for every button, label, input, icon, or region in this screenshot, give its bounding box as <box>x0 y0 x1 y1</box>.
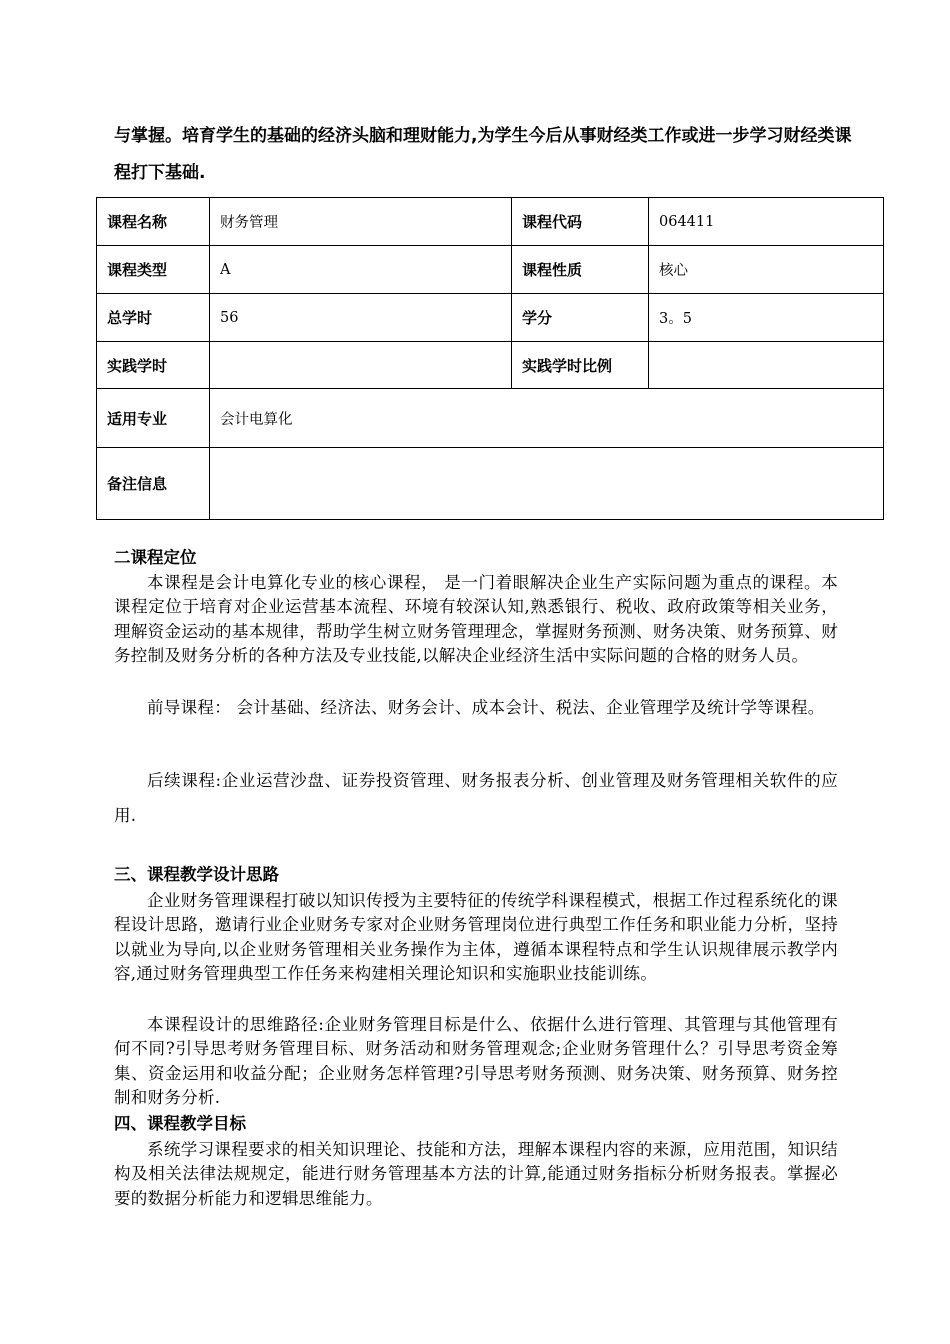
table-row <box>97 198 884 246</box>
intro-paragraph: 与掌握。培育学生的基础的经济头脑和理财能力,为学生今后从事财经类工作或进一步学习财经类课程打下基础. <box>114 126 852 183</box>
course-nature-value: 核心 <box>649 246 884 294</box>
major-label: 适用专业 <box>97 389 210 448</box>
table-row <box>97 342 884 389</box>
course-info-table <box>96 197 884 520</box>
course-code-label: 课程代码 <box>512 198 649 246</box>
practice-hours-value <box>210 342 512 389</box>
remarks-label: 备注信息 <box>97 448 210 520</box>
course-name-label: 课程名称 <box>97 198 210 246</box>
objectives-heading: 四、课程教学目标 <box>114 1114 246 1133</box>
design-heading: 三、课程教学设计思路 <box>114 865 279 884</box>
objectives-paragraph: 系统学习课程要求的相关知识理论、技能和方法，理解本课程内容的来源，应用范围，知识结构及相关法律法规规定，能进行财务管理基本方法的计算,能通过财务指标分析财务报表。掌握必要的数据分析能力和逻辑思维能力。 <box>114 1140 838 1208</box>
course-type-value: A <box>210 246 512 294</box>
course-name-value: 财务管理 <box>210 198 512 246</box>
table-row <box>97 246 884 294</box>
prerequisite-courses: 前导课程： 会计基础、经济法、财务会计、成本会计、税法、企业管理学及统计学等课程。 <box>147 698 825 717</box>
table-row <box>97 389 884 448</box>
total-hours-label: 总学时 <box>97 294 210 342</box>
credits-label: 学分 <box>512 294 649 342</box>
table-row <box>97 294 884 342</box>
major-value: 会计电算化 <box>210 389 884 448</box>
remarks-value <box>210 448 884 520</box>
design-paragraph-1: 企业财务管理课程打破以知识传授为主要特征的传统学科课程模式，根据工作过程系统化的课程设计思路，邀请行业企业财务专家对企业财务管理岗位进行典型工作任务和职业能力分析，坚持以就业为导向,以企业财务管理相关业务操作为主体，遵循本课程特点和学生认识规律展示教学内容,通过财务管理典型工作任务来构建相关理论知识和实施职业技能训练。 <box>114 891 838 984</box>
course-nature-label: 课程性质 <box>512 246 649 294</box>
practice-ratio-value <box>649 342 884 389</box>
practice-hours-label: 实践学时 <box>97 342 210 389</box>
subsequent-courses: 后续课程:企业运营沙盘、证券投资管理、财务报表分析、创业管理及财务管理相关软件的应用. <box>114 771 838 825</box>
practice-ratio-label: 实践学时比例 <box>512 342 649 389</box>
positioning-paragraph: 本课程是会计电算化专业的核心课程， 是一门着眼解决企业生产实际问题为重点的课程。本课程定位于培育对企业运营基本流程、环境有较深认知,熟悉银行、税收、政府政策等相关业务，理解资金运动的基本规律，帮助学生树立财务管理理念，掌握财务预测、财务决策、财务预算、财务控制及财务分析的各种方法及专业技能,以解决企业经济生活中实际问题的合格的财务人员。 <box>114 573 838 666</box>
positioning-heading: 二课程定位 <box>114 548 197 567</box>
credits-value: 3。5 <box>649 294 884 342</box>
course-type-label: 课程类型 <box>97 246 210 294</box>
design-paragraph-2: 本课程设计的思维路径:企业财务管理目标是什么、依据什么进行管理、其管理与其他管理有何不同?引导思考财务管理目标、财务活动和财务管理观念;企业财务管理什么？引导思考资金筹集、资金运用和收益分配；企业财务怎样管理?引导思考财务预测、财务决策、财务预算、财务控制和财务分析. <box>114 1015 838 1108</box>
course-code-value: 064411 <box>649 198 884 246</box>
table-row <box>97 448 884 520</box>
total-hours-value: 56 <box>210 294 512 342</box>
